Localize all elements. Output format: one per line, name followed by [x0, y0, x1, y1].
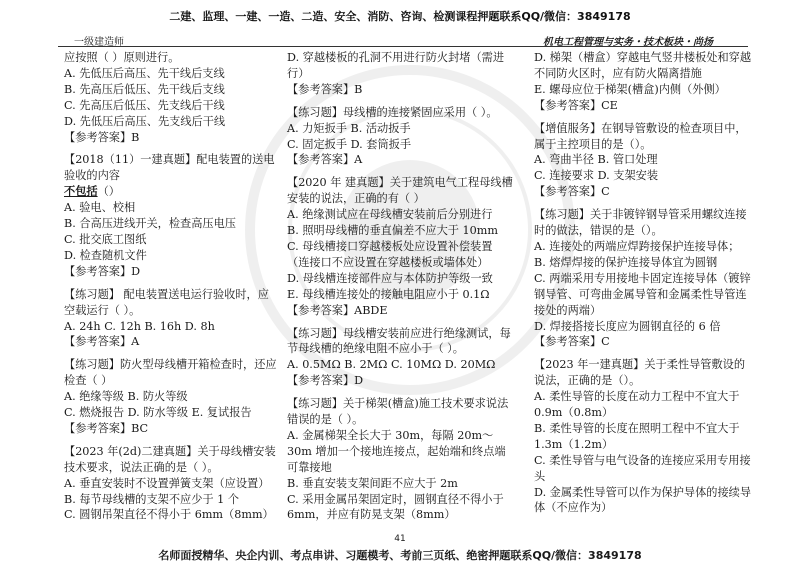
- text-line: A. 验电、校相: [64, 201, 136, 215]
- text-line: D. 焊接搭接长度应为圆钢直径的 6 倍: [534, 319, 721, 333]
- text-line: 【参考答案】CE: [534, 98, 618, 112]
- text-line: E. 母线槽连接处的接触电阻应小于 0.1Ω: [287, 287, 490, 301]
- text-line: 应按照（ ）原则进行。: [64, 51, 180, 64]
- text-line: D. 检查随机文件: [64, 248, 147, 262]
- text-line: A. 绝缘测试应在母线槽安装前后分别进行: [287, 208, 493, 222]
- text-line: 【练习题】关于梯架(槽盒)施工技术要求说法错误的是（ ）。: [287, 397, 509, 427]
- emphasis-text: 不包括: [64, 184, 98, 199]
- block-gap: [64, 437, 278, 444]
- top-contact-banner: 二建、监理、一建、一造、二造、安全、消防、咨询、检测课程押题联系QQ/微信：3849178: [169, 10, 631, 23]
- text-line: A. 0.5MΩ B. 2MΩ C. 10MΩ D. 20MΩ: [287, 358, 496, 372]
- text-line: 【2023 年一建真题】关于柔性导管敷设的说法，正确的是（）。: [534, 358, 746, 388]
- text-line: B. 熔焊焊接的保护连接导体宜为圆钢: [534, 255, 718, 269]
- text-line: E. 螺母应位于梯架(槽盒)内侧（外侧）: [534, 82, 726, 96]
- text-line: B. 垂直安装支架间距不应大于 2m: [287, 476, 458, 490]
- text-line: 【参考答案】BC: [64, 421, 149, 435]
- block-gap: [287, 389, 513, 396]
- block-gap: [534, 114, 752, 121]
- header-right: 机电工程管理与实务・技术板块・尚扬: [543, 37, 713, 48]
- text-line: A. 金属梯架全长大于 30m，每隔 20m～30m 增加一个接地连接点，起始端和终点端可靠接地: [287, 428, 506, 474]
- block-gap: [534, 200, 752, 207]
- text-line: 【练习题】防火型母线槽开箱检查时，还应检查（ ）: [64, 358, 277, 388]
- block-gap: [287, 98, 513, 105]
- text-line: A. 弯曲半径 B. 管口处理: [534, 153, 658, 167]
- text-line: 【2018（11）一建真题】配电装置的送电验收的内容: [64, 153, 275, 183]
- text-line: A. 先低压后高压、先干线后支线: [64, 66, 225, 80]
- header-left: 一级建造师: [74, 37, 124, 48]
- block-gap: [64, 145, 278, 152]
- text-line: 【参考答案】B: [64, 130, 140, 144]
- block-gap: [64, 280, 278, 287]
- text-line: 【参考答案】D: [64, 264, 141, 278]
- text-line: C. 批交底工图纸: [64, 232, 147, 246]
- text-line: C. 两端采用专用接地卡固定连接导体（镀锌钢导管、可弯曲金属导管和金属柔性导管连接处的两端）: [534, 271, 751, 317]
- text-line: 【参考答案】C: [534, 335, 610, 349]
- text-line: 【练习题】关于非镀锌钢导管采用螺纹连接时的做法，错误的是（）。: [534, 208, 747, 238]
- text-line: D. 金属柔性导管可以作为保护导体的接续导体（不应作为）: [534, 485, 752, 515]
- text-line: A. 连接处的两端应焊跨接保护连接导体；: [534, 239, 740, 253]
- block-gap: [534, 350, 752, 357]
- column-1: [64, 50, 278, 523]
- text-line: 【练习题】 配电装置送电运行验收时，应空载运行（ ）。: [64, 287, 269, 317]
- text-line: 【2023 年(2d)二建真题】关于母线槽安装技术要求，说法正确的是（ ）。: [64, 444, 276, 474]
- block-gap: [64, 350, 278, 357]
- column-2: [287, 50, 513, 523]
- block-gap: [287, 168, 513, 175]
- text-line: 【练习题】母线槽安装前应进行绝缘测试，每节母线槽的绝缘电阻不应小于（ ）。: [287, 326, 511, 356]
- text-line: C. 采用金属吊架固定时，圆钢直径不得小于 6mm，并应有防晃支架（8mm）: [287, 492, 504, 522]
- text-line: B. 照明母线槽的垂直偏差不应大于 10mm: [287, 224, 498, 238]
- text-line: A. 垂直安装时不设置弹簧支架（应设置）: [64, 476, 270, 490]
- block-gap: [287, 319, 513, 326]
- text-line: C. 柔性导管与电气设备的连接应采用专用接头: [534, 453, 751, 483]
- text-line: 【参考答案】C: [534, 185, 610, 199]
- text-line: 【2020 年 建真题】关于建筑电气工程母线槽安装的说法，正确的有（ ）: [287, 176, 513, 206]
- text-line: C. 母线槽接口穿越楼板处应设置补偿装置（连接口不应设置在穿越楼板或墙体处）: [287, 239, 493, 269]
- header-rule: [58, 46, 748, 47]
- text-line: 【参考答案】A: [287, 153, 363, 167]
- column-3: [534, 50, 752, 516]
- text-line: 【参考答案】ABDE: [287, 303, 388, 317]
- text-line: A. 力矩扳手 B. 活动扳手: [287, 121, 411, 135]
- bottom-contact-banner: 名师面授精华、央企内训、考点串讲、习题模考、考前三页纸、绝密押题联系QQ/微信：3849178: [158, 549, 642, 562]
- text-line: A. 绝缘等级 B. 防火等级: [64, 390, 188, 404]
- text-line: 【参考答案】A: [64, 335, 140, 349]
- text-line: D. 梯架（槽盒）穿越电气竖井楼板处和穿越不同防火区时，应有防火隔离措施: [534, 51, 752, 80]
- text-line: C. 连接要求 D. 支架安装: [534, 169, 659, 183]
- text-line: D. 穿越楼板的孔洞不用进行防火封堵（需进行）: [287, 51, 505, 80]
- text-line: C. 固定扳手 D. 套筒扳手: [287, 137, 412, 151]
- text-line: 【增值服务】在钢导管敷设的检查项目中，属于主控项目的是（）。: [534, 121, 747, 151]
- text-line: D. 母线槽连接部件应与本体防护等级一致: [287, 271, 493, 285]
- text-line: B. 先高压后低压、先干线后支线: [64, 82, 225, 96]
- text-line: 【参考答案】D: [287, 374, 364, 388]
- page-number: 41: [394, 534, 406, 544]
- text-line: C. 圆钢吊架直径不得小于 6mm（8mm）: [64, 508, 274, 522]
- text-line: A. 24h C. 12h B. 16h D. 8h: [64, 319, 215, 333]
- text-line: 【参考答案】B: [287, 82, 363, 96]
- text-line: C. 燃烧报告 D. 防水等级 E. 复试报告: [64, 406, 252, 420]
- text-line: B. 柔性导管的长度在照明工程中不宜大于 1.3m（1.2m）: [534, 421, 740, 451]
- text-line: B. 合高压进线开关，检查高压电压: [64, 217, 236, 231]
- text-line: 【练习题】母线槽的连接紧固应采用（ ）。: [287, 105, 498, 119]
- text-span: （）: [97, 185, 120, 199]
- text-line: D. 先低压后高压、先支线后干线: [64, 114, 226, 128]
- text-line: [64, 184, 278, 200]
- text-line: A. 柔性导管的长度在动力工程中不宜大于 0.9m（0.8m）: [534, 390, 740, 420]
- text-line: B. 每节母线槽的支架不应少于 1 个: [64, 492, 240, 506]
- text-line: C. 先高压后低压、先支线后干线: [64, 98, 225, 112]
